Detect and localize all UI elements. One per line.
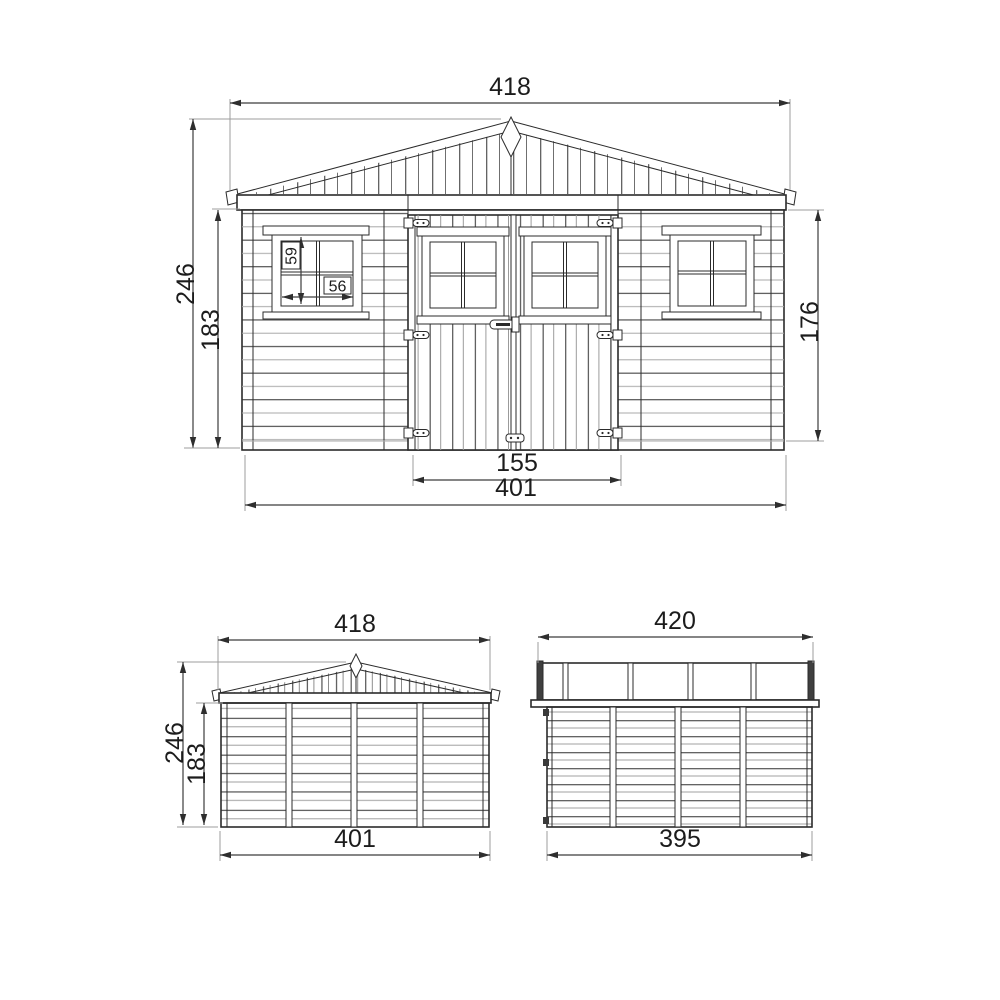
door-window-right xyxy=(519,227,611,324)
hinge-icon xyxy=(404,218,429,228)
front-window-right xyxy=(662,226,761,319)
wall-post xyxy=(675,707,681,827)
dim-label-front-right-wall-height: 176 xyxy=(795,301,824,343)
roof-end-cap-right xyxy=(808,661,814,700)
dim-label-side-base-length: 395 xyxy=(659,825,701,853)
dim-label-rear-base-width: 401 xyxy=(334,825,376,853)
side-roof xyxy=(531,661,819,707)
window-sill-bottom xyxy=(662,312,761,319)
dim-label-window-height: 59 xyxy=(283,247,301,265)
door-window-left xyxy=(417,227,509,324)
dim-label-front-overall-height: 246 xyxy=(171,263,200,305)
roof-joint xyxy=(628,663,633,700)
side-wall xyxy=(543,707,812,827)
rear-wall xyxy=(221,703,489,827)
dim-label-front-door-width: 155 xyxy=(496,449,538,477)
wall-post xyxy=(286,703,292,827)
window-sill-bottom xyxy=(263,312,369,319)
front-double-doors xyxy=(404,215,622,450)
eave-board xyxy=(237,195,786,210)
door-lock xyxy=(506,434,524,442)
wall-post xyxy=(740,707,746,827)
hinge-icon xyxy=(404,428,429,438)
hinge-icon xyxy=(404,330,429,340)
dim-label-front-roof-width: 418 xyxy=(489,73,531,101)
hinge-mark xyxy=(543,759,549,766)
roof-joint xyxy=(751,663,756,700)
wall-post xyxy=(610,707,616,827)
hinge-mark xyxy=(543,709,549,716)
hinge-mark xyxy=(543,817,549,824)
window-sill-top xyxy=(662,226,761,235)
dim-label-rear-wall-height: 183 xyxy=(182,743,211,785)
roof-joint xyxy=(563,663,568,700)
roof-joint xyxy=(688,663,693,700)
dim-label-rear-roof-width: 418 xyxy=(334,610,376,638)
dim-label-front-base-width: 401 xyxy=(495,474,537,502)
wall-post xyxy=(351,703,357,827)
eave-strip xyxy=(531,700,819,707)
window-sill-top xyxy=(263,226,369,235)
hinge-icon xyxy=(597,428,622,438)
dim-label-side-roof-length: 420 xyxy=(654,607,696,635)
front-window-left xyxy=(263,226,369,319)
dim-label-window-width: 56 xyxy=(328,278,347,296)
eave-board xyxy=(219,693,491,703)
hinge-icon xyxy=(597,330,622,340)
hinge-icon xyxy=(597,218,622,228)
dim-label-rear-overall-height: 246 xyxy=(160,722,189,764)
roof-end-cap-left xyxy=(537,661,543,700)
dim-label-front-wall-height: 183 xyxy=(196,309,225,351)
wall-post xyxy=(417,703,423,827)
